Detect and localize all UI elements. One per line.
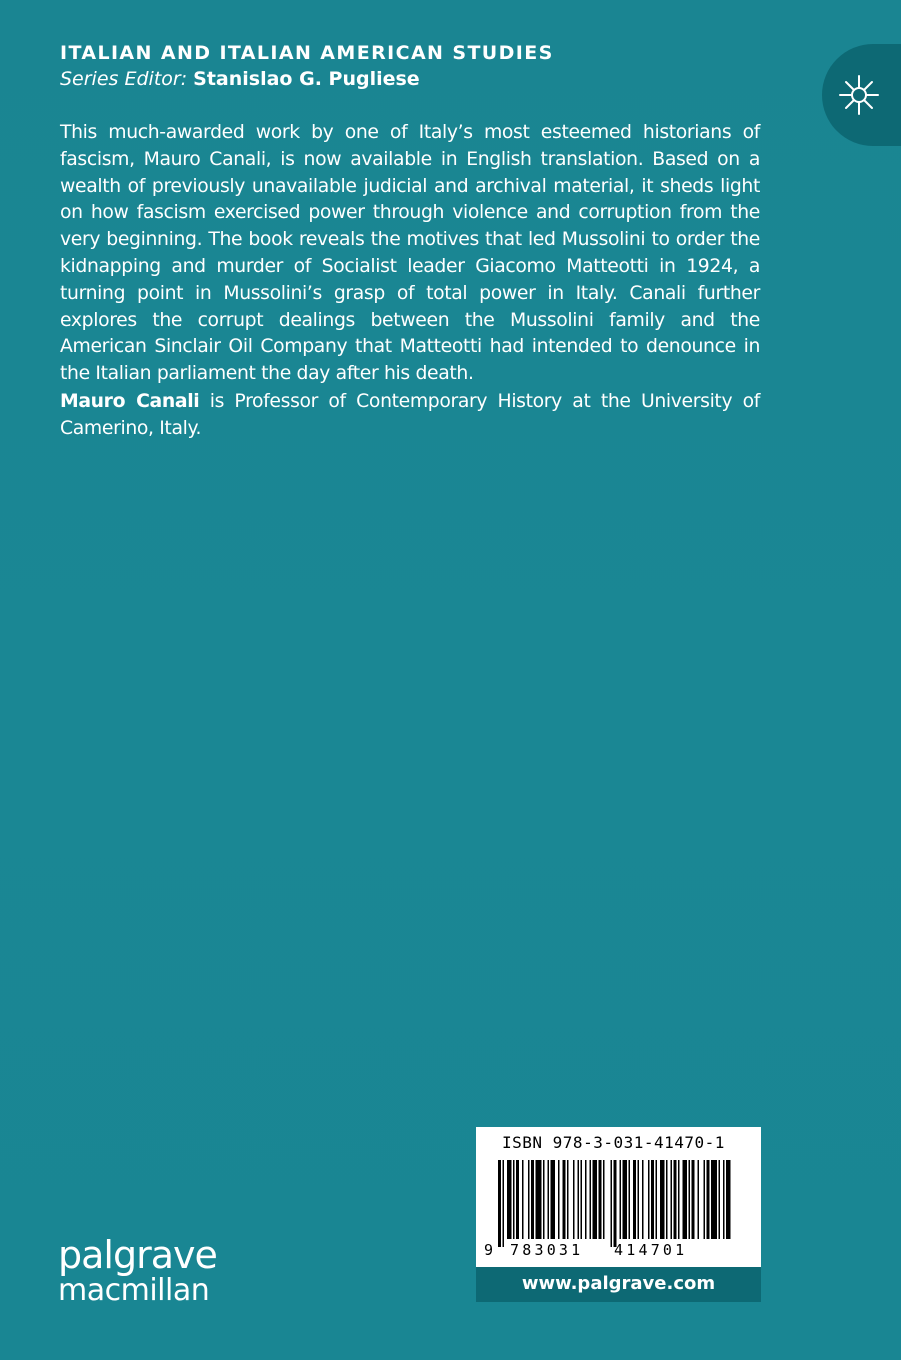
barcode-bar: [648, 1160, 650, 1239]
isbn-text: ISBN 978-3-031-41470-1: [502, 1133, 725, 1152]
barcode-bar: [593, 1160, 598, 1239]
barcode-bar: [516, 1160, 519, 1239]
barcode-bar: [513, 1160, 515, 1239]
barcode-bar: [590, 1160, 592, 1239]
barcode-bar: [629, 1160, 631, 1239]
barcode-bar: [611, 1160, 613, 1247]
barcode-bar: [567, 1160, 569, 1239]
series-editor-label: Series Editor:: [60, 68, 188, 90]
series-editor: [60, 68, 420, 90]
barcode-bar: [599, 1160, 602, 1239]
barcode-bar: [522, 1160, 524, 1239]
publisher-logo: [58, 1233, 217, 1308]
barcode-digits-right: 414701: [614, 1241, 688, 1259]
barcode-bar: [585, 1160, 587, 1239]
barcode-bar: [623, 1160, 628, 1239]
barcode-bar: [614, 1160, 617, 1247]
author-name: Mauro Canali: [60, 391, 200, 412]
author-bio: [60, 389, 760, 443]
barcode-bar: [719, 1160, 721, 1239]
publisher-tab: [822, 44, 901, 146]
barcode-bar: [683, 1160, 688, 1239]
barcode-bar: [528, 1160, 530, 1239]
barcode-bar: [674, 1160, 677, 1239]
barcode-bar: [558, 1160, 560, 1239]
barcode-bar: [651, 1160, 654, 1239]
publisher-logo-line1: palgrave: [58, 1233, 217, 1277]
book-description: This much-awarded work by one of Italy’s most esteemed historians of fascism, Mauro Canali, is now available in English translation. Based on a wealth of previously unavailable judicial and archival material, it sheds light on how fascism exercised power through violence and corruption from the very beginning. The book reveals the motives that led Mussolini to order the kidnapping and murder of Socialist leader Giacomo Matteotti in 1924, a turning point in Mussolini’s grasp of total power in Italy. Canali further explores the corrupt dealings between the Mussolini family and the American Sinclair Oil Company that Matteotti had intended to denounce in the Italian parliament the day after his death.: [60, 122, 760, 385]
barcode-bar: [678, 1160, 680, 1239]
series-editor-name: Stanislao G. Pugliese: [193, 68, 420, 90]
barcode-digits-left: 783031: [510, 1241, 584, 1259]
barcode-bar: [563, 1160, 566, 1239]
barcode-bar: [656, 1160, 658, 1239]
barcode-bar: [711, 1160, 717, 1239]
barcode-bar: [548, 1160, 550, 1239]
barcode-bar: [704, 1160, 706, 1239]
barcode-bar: [551, 1160, 556, 1239]
barcode-bar: [707, 1160, 710, 1239]
barcode-bar: [543, 1160, 545, 1239]
barcode-bar: [633, 1160, 636, 1239]
barcode-bar: [638, 1160, 640, 1239]
barcode-bar: [498, 1160, 501, 1247]
barcode-bar: [536, 1160, 542, 1239]
publisher-logo-line2: macmillan: [58, 1273, 210, 1308]
website-link[interactable]: www.palgrave.com: [521, 1273, 716, 1294]
barcode: [476, 1127, 761, 1267]
author-bio-text: is Professor of Contemporary History at the University of Camerino, Italy.: [60, 391, 760, 439]
barcode-bar: [642, 1160, 644, 1239]
barcode-bar: [531, 1160, 534, 1239]
barcode-bar: [666, 1160, 668, 1239]
barcode-bar: [578, 1160, 580, 1239]
series-title: ITALIAN AND ITALIAN AMERICAN STUDIES: [60, 42, 554, 64]
barcode-bar: [671, 1160, 673, 1239]
barcode-bar: [698, 1160, 700, 1239]
barcode-bar: [603, 1160, 605, 1239]
barcode-digit-first: 9: [484, 1241, 494, 1259]
barcode-bar: [692, 1160, 695, 1239]
barcode-bar: [723, 1160, 725, 1239]
barcode-bar: [660, 1160, 665, 1239]
barcode-bar: [726, 1160, 731, 1239]
barcode-bar: [507, 1160, 512, 1239]
barcode-bar: [620, 1160, 622, 1239]
website-strip: [476, 1267, 761, 1302]
barcode-bar: [503, 1160, 505, 1247]
barcode-bar: [573, 1160, 575, 1239]
barcode-bar: [689, 1160, 691, 1239]
palgrave-star-icon: [838, 74, 880, 116]
barcode-bar: [581, 1160, 583, 1239]
